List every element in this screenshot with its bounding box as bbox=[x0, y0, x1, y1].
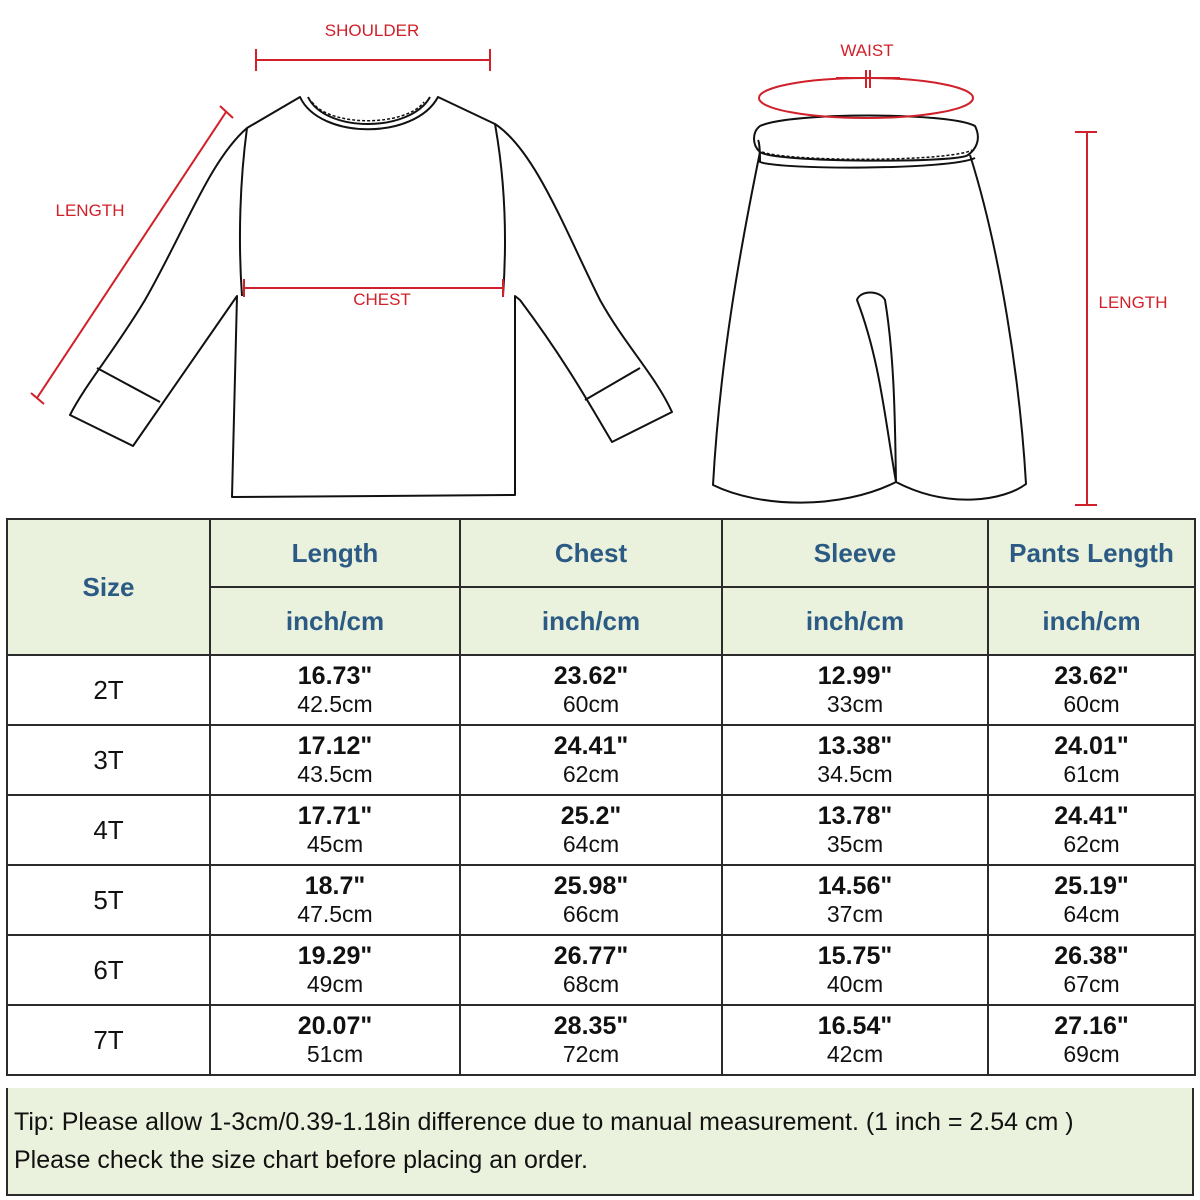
cm-value: 64cm bbox=[1063, 901, 1120, 928]
cm-value: 43.5cm bbox=[297, 761, 373, 788]
cm-value: 37cm bbox=[826, 901, 884, 928]
inch-value: 12.99" bbox=[817, 662, 893, 691]
sleeve-cell bbox=[722, 865, 988, 935]
table-row bbox=[7, 865, 1195, 935]
cm-value: 64cm bbox=[562, 831, 620, 858]
cm-value: 47.5cm bbox=[297, 901, 373, 928]
sleeve-header: Sleeve bbox=[722, 519, 988, 587]
cm-value: 42cm bbox=[826, 1041, 884, 1068]
pants-length-label: LENGTH bbox=[1098, 293, 1168, 312]
pants-outline bbox=[713, 116, 1026, 503]
cm-value: 68cm bbox=[562, 971, 620, 998]
pants-length-cell bbox=[988, 795, 1195, 865]
inch-value: 25.19" bbox=[1054, 872, 1129, 901]
inch-value: 23.62" bbox=[553, 662, 629, 691]
inch-value: 15.75" bbox=[817, 942, 893, 971]
length-header: Length bbox=[210, 519, 460, 587]
cm-value: 40cm bbox=[826, 971, 884, 998]
chest-cell bbox=[460, 725, 722, 795]
inch-value: 16.73" bbox=[297, 662, 373, 691]
inch-value: 23.62" bbox=[1054, 662, 1129, 691]
chest-cell bbox=[460, 935, 722, 1005]
cm-value: 62cm bbox=[1063, 831, 1120, 858]
chest-cell bbox=[460, 655, 722, 725]
inch-value: 19.29" bbox=[297, 942, 373, 971]
pants-length-cell bbox=[988, 865, 1195, 935]
table-row bbox=[7, 655, 1195, 725]
inch-value: 18.7" bbox=[304, 872, 366, 901]
table-row bbox=[7, 725, 1195, 795]
pants-length-header: Pants Length bbox=[988, 519, 1195, 587]
length-cell bbox=[210, 935, 460, 1005]
size-cell: 7T bbox=[7, 1005, 210, 1075]
chest-label: CHEST bbox=[353, 290, 411, 309]
inch-value: 17.12" bbox=[297, 732, 373, 761]
chest-cell bbox=[460, 1005, 722, 1075]
size-cell: 4T bbox=[7, 795, 210, 865]
header-row bbox=[7, 519, 1195, 587]
cm-value: 61cm bbox=[1063, 761, 1120, 788]
inch-value: 17.71" bbox=[297, 802, 373, 831]
pants-length-unit: inch/cm bbox=[988, 587, 1195, 655]
inch-value: 25.98" bbox=[553, 872, 629, 901]
sleeve-cell bbox=[722, 725, 988, 795]
size-header: Size bbox=[7, 519, 210, 655]
cm-value: 51cm bbox=[306, 1041, 364, 1068]
cm-value: 67cm bbox=[1063, 971, 1120, 998]
chest-unit: inch/cm bbox=[460, 587, 722, 655]
length-cell bbox=[210, 865, 460, 935]
sleeve-cell bbox=[722, 1005, 988, 1075]
cm-value: 45cm bbox=[306, 831, 364, 858]
table-row bbox=[7, 795, 1195, 865]
sleeve-cell bbox=[722, 795, 988, 865]
cm-value: 72cm bbox=[562, 1041, 620, 1068]
length-cell bbox=[210, 655, 460, 725]
cm-value: 35cm bbox=[826, 831, 884, 858]
inch-value: 24.01" bbox=[1054, 732, 1129, 761]
pants-length-measure-line bbox=[1075, 132, 1097, 505]
inch-value: 14.56" bbox=[817, 872, 893, 901]
sleeve-cell bbox=[722, 655, 988, 725]
inch-value: 13.38" bbox=[817, 732, 893, 761]
size-cell: 5T bbox=[7, 865, 210, 935]
pants-length-cell bbox=[988, 935, 1195, 1005]
sleeve-length-measure-line bbox=[31, 106, 233, 404]
inch-value: 24.41" bbox=[1054, 802, 1129, 831]
pants-length-cell bbox=[988, 655, 1195, 725]
length-cell bbox=[210, 725, 460, 795]
tip-note: Please check the size chart before placing an order. bbox=[14, 1146, 588, 1174]
inch-value: 26.38" bbox=[1054, 942, 1129, 971]
pants-length-cell bbox=[988, 1005, 1195, 1075]
cm-value: 49cm bbox=[306, 971, 364, 998]
cm-value: 62cm bbox=[562, 761, 620, 788]
size-cell: 3T bbox=[7, 725, 210, 795]
size-cell: 2T bbox=[7, 655, 210, 725]
cm-value: 69cm bbox=[1063, 1041, 1120, 1068]
table-row bbox=[7, 1005, 1195, 1075]
inch-value: 25.2" bbox=[560, 802, 622, 831]
size-cell: 6T bbox=[7, 935, 210, 1005]
cm-value: 33cm bbox=[826, 691, 884, 718]
cm-value: 66cm bbox=[562, 901, 620, 928]
cm-value: 42.5cm bbox=[297, 691, 373, 718]
length-cell bbox=[210, 1005, 460, 1075]
shoulder-measure-line bbox=[256, 49, 490, 71]
tip-box bbox=[6, 1088, 1194, 1196]
waist-label: WAIST bbox=[840, 41, 894, 60]
length-cell bbox=[210, 795, 460, 865]
cm-value: 34.5cm bbox=[817, 761, 893, 788]
inch-value: 26.77" bbox=[553, 942, 629, 971]
table-row bbox=[7, 935, 1195, 1005]
garment-measurement-diagram bbox=[0, 0, 1200, 515]
chest-header: Chest bbox=[460, 519, 722, 587]
sleeve-unit: inch/cm bbox=[722, 587, 988, 655]
inch-value: 24.41" bbox=[553, 732, 629, 761]
cm-value: 60cm bbox=[1063, 691, 1120, 718]
sleeve-cell bbox=[722, 935, 988, 1005]
inch-value: 16.54" bbox=[817, 1012, 893, 1041]
inch-value: 28.35" bbox=[553, 1012, 629, 1041]
cm-value: 60cm bbox=[562, 691, 620, 718]
shirt-length-label: LENGTH bbox=[55, 201, 125, 220]
size-chart-table bbox=[6, 518, 1196, 1076]
pants-length-cell bbox=[988, 725, 1195, 795]
chest-cell bbox=[460, 795, 722, 865]
shoulder-label: SHOULDER bbox=[324, 21, 420, 40]
inch-value: 20.07" bbox=[297, 1012, 373, 1041]
waist-measure-mark bbox=[836, 70, 900, 88]
tip-text: Tip: Please allow 1-3cm/0.39-1.18in difference due to manual measurement. (1 inch = 2.54 cm ) bbox=[14, 1108, 1074, 1136]
inch-value: 27.16" bbox=[1054, 1012, 1129, 1041]
inch-value: 13.78" bbox=[817, 802, 893, 831]
length-unit: inch/cm bbox=[210, 587, 460, 655]
chest-cell bbox=[460, 865, 722, 935]
